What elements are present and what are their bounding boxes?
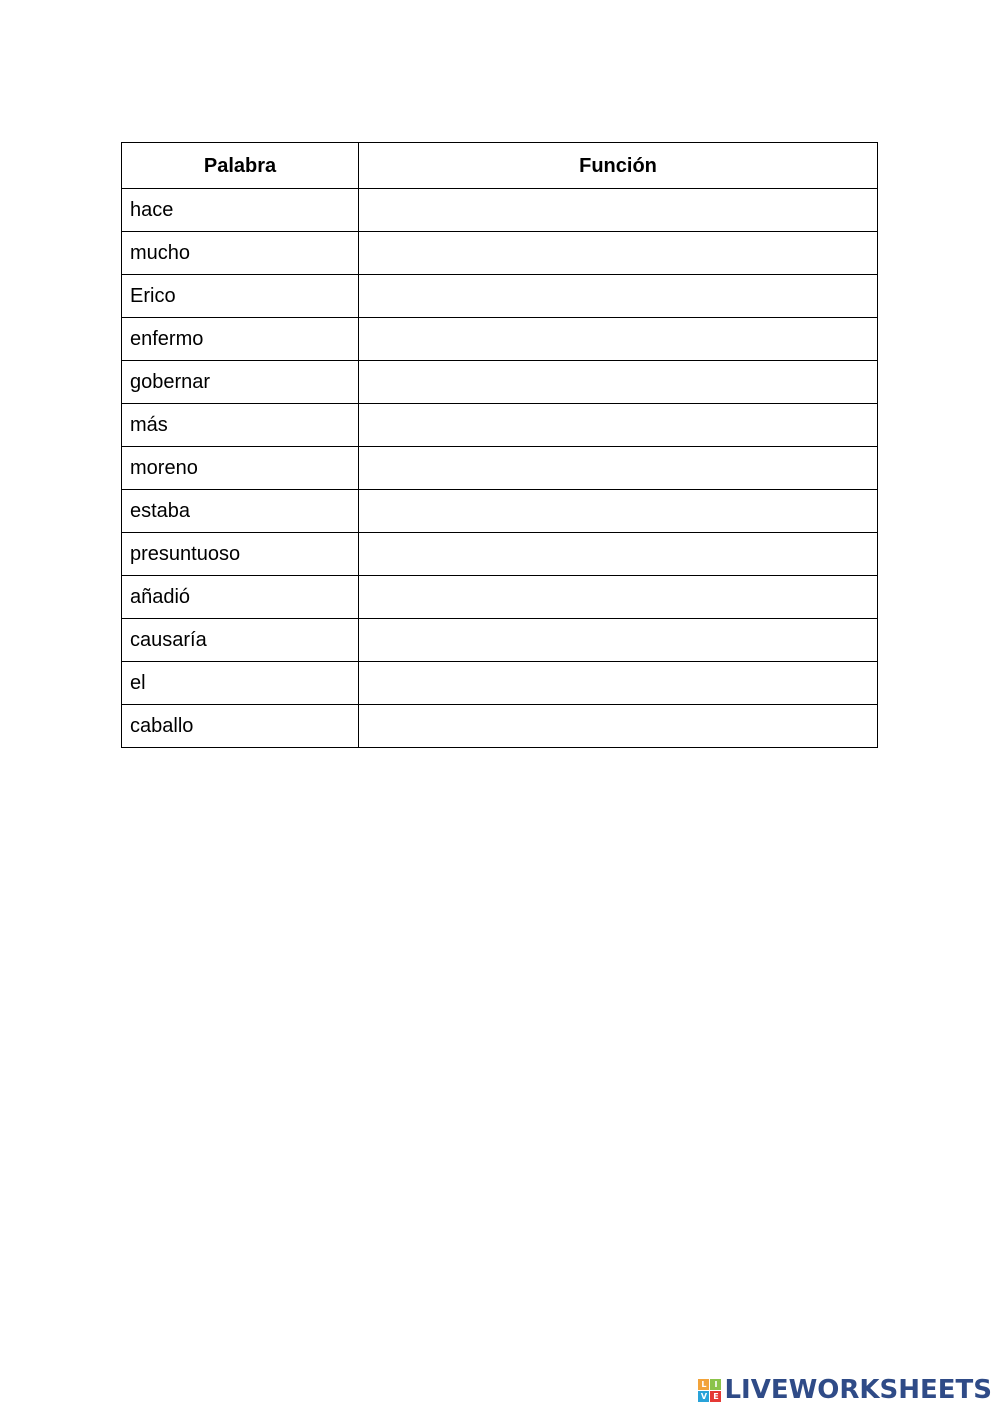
table-row (122, 189, 878, 232)
function-answer-input[interactable] (359, 663, 877, 703)
function-cell (359, 189, 878, 232)
function-cell (359, 404, 878, 447)
word-cell: Erico (122, 275, 359, 318)
function-cell (359, 232, 878, 275)
header-funcion: Función (359, 143, 878, 189)
logo-mark-icon (698, 1379, 721, 1402)
function-cell (359, 619, 878, 662)
table-row (122, 619, 878, 662)
function-answer-input[interactable] (359, 319, 877, 359)
function-cell (359, 490, 878, 533)
word-cell: añadió (122, 576, 359, 619)
table-row (122, 275, 878, 318)
word-cell: caballo (122, 705, 359, 748)
function-answer-input[interactable] (359, 577, 877, 617)
table-row (122, 705, 878, 748)
word-function-table (121, 142, 878, 748)
word-cell: moreno (122, 447, 359, 490)
logo-mark-letter: V (698, 1391, 709, 1402)
table-row (122, 447, 878, 490)
table-row (122, 232, 878, 275)
function-cell (359, 662, 878, 705)
table-row (122, 533, 878, 576)
function-answer-input[interactable] (359, 534, 877, 574)
word-cell: mucho (122, 232, 359, 275)
logo-mark-letter: I (710, 1379, 721, 1390)
table-row (122, 361, 878, 404)
header-palabra: Palabra (122, 143, 359, 189)
function-answer-input[interactable] (359, 620, 877, 660)
function-answer-input[interactable] (359, 706, 877, 746)
word-cell: más (122, 404, 359, 447)
function-cell (359, 533, 878, 576)
function-cell (359, 318, 878, 361)
liveworksheets-logo (698, 1375, 992, 1405)
word-cell: causaría (122, 619, 359, 662)
function-answer-input[interactable] (359, 448, 877, 488)
function-cell (359, 361, 878, 404)
function-cell (359, 576, 878, 619)
logo-mark-letter: E (710, 1391, 721, 1402)
table-header-row (122, 143, 878, 189)
word-cell: estaba (122, 490, 359, 533)
function-answer-input[interactable] (359, 190, 877, 230)
word-cell: el (122, 662, 359, 705)
table-row (122, 318, 878, 361)
function-answer-input[interactable] (359, 491, 877, 531)
logo-text: LIVEWORKSHEETS (724, 1375, 992, 1405)
function-answer-input[interactable] (359, 362, 877, 402)
table-row (122, 404, 878, 447)
word-cell: gobernar (122, 361, 359, 404)
word-cell: hace (122, 189, 359, 232)
word-cell: presuntuoso (122, 533, 359, 576)
table-row (122, 576, 878, 619)
table-row (122, 662, 878, 705)
function-answer-input[interactable] (359, 276, 877, 316)
logo-mark-letter: L (698, 1379, 709, 1390)
function-cell (359, 447, 878, 490)
table-row (122, 490, 878, 533)
table-body (122, 189, 878, 748)
function-answer-input[interactable] (359, 233, 877, 273)
function-cell (359, 275, 878, 318)
word-cell: enfermo (122, 318, 359, 361)
function-cell (359, 705, 878, 748)
function-answer-input[interactable] (359, 405, 877, 445)
